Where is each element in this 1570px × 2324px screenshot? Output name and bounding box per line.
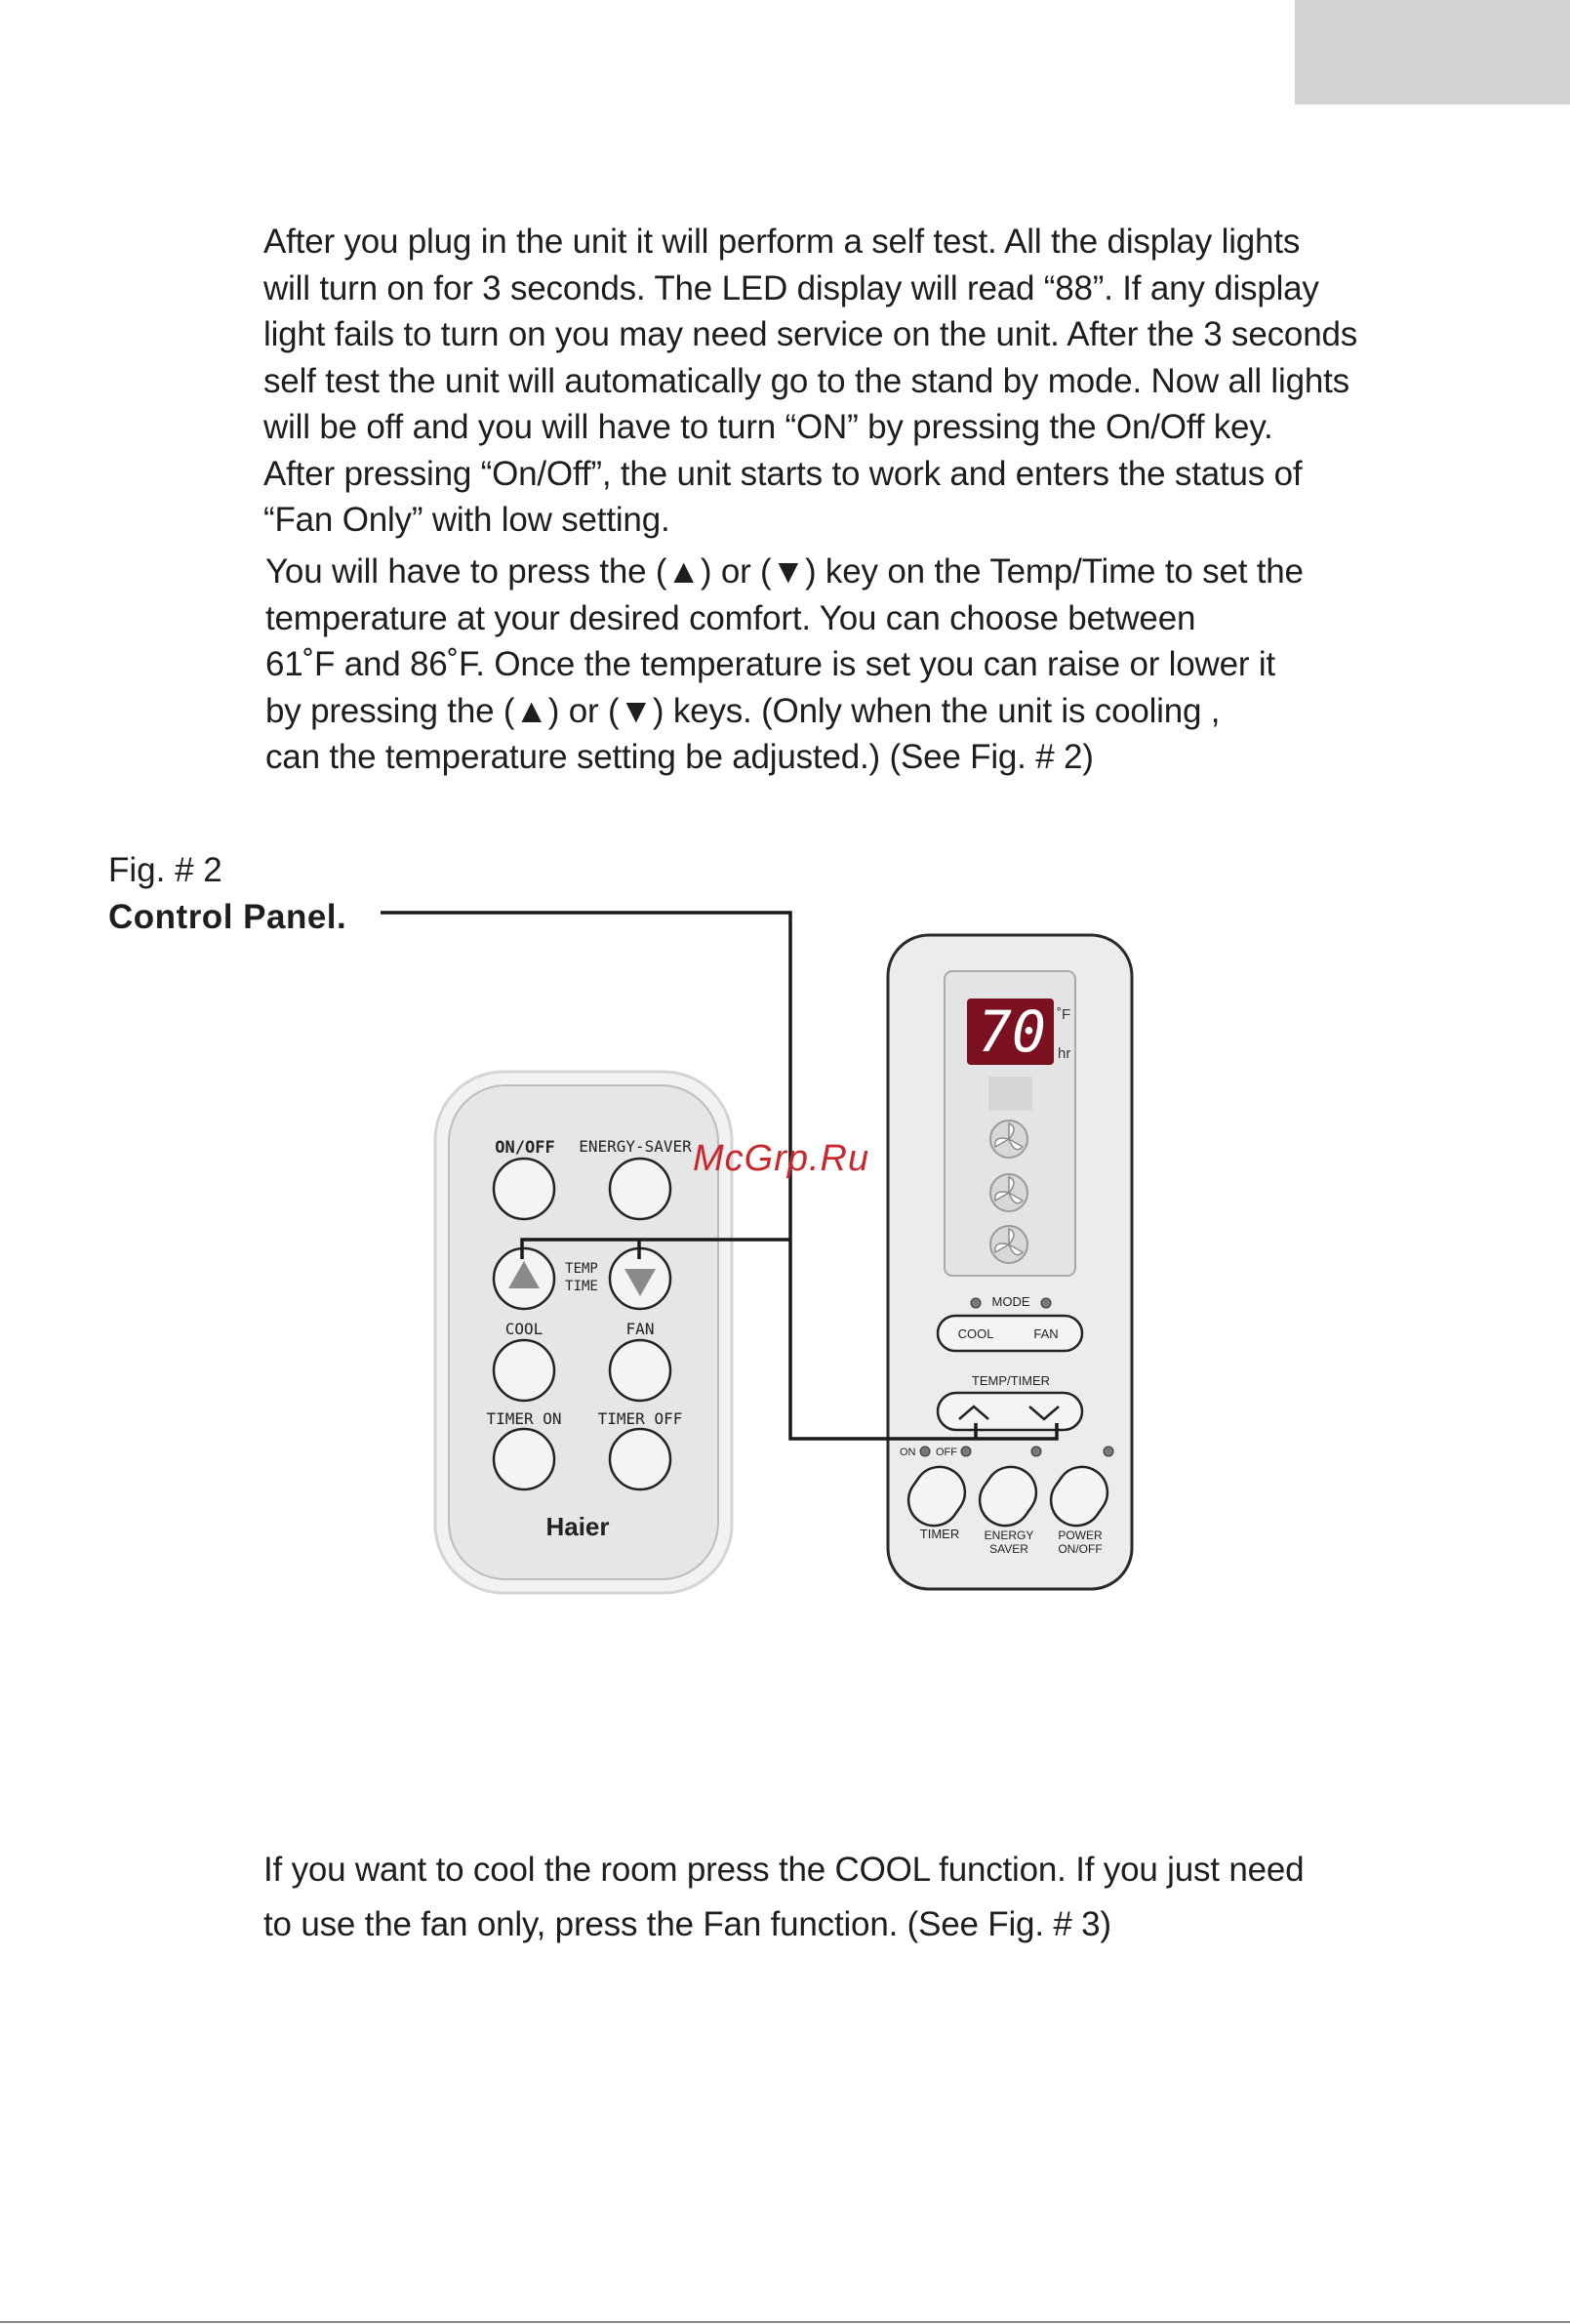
mode-led-left [971,1298,981,1308]
timer-on-led [920,1447,930,1456]
energy-saver-led [1031,1447,1041,1456]
panel-saver-label: SAVER [989,1542,1028,1556]
text-line: temperature at your desired comfort. You can choose between [265,598,1196,637]
remote-cool-label: COOL [504,1320,543,1338]
fahrenheit-unit-label: ˚F [1057,1006,1071,1023]
remote-timer-off-button[interactable] [610,1429,670,1489]
timer-off-indicator-label: OFF [936,1447,957,1458]
text-line: by pressing the (▲) or (▼) keys. (Only when the unit is cooling , [265,691,1221,730]
text-line: You will have to press the (▲) or (▼) key on the Temp/Time to set the [265,552,1304,591]
mode-cool-label: COOL [957,1326,994,1341]
indicator-blank [988,1077,1032,1111]
panel-power-onoff-label: ON/OFF [1058,1542,1103,1556]
fan-speed-high-icon [990,1121,1027,1158]
remote-fan-label: FAN [625,1320,655,1338]
figure-caption: Control Panel. [108,898,347,936]
remote-timer-on-button[interactable] [494,1429,554,1489]
remote-fan-button[interactable] [610,1340,670,1401]
text-line: will turn on for 3 seconds. The LED display will read “88”. If any display [263,268,1319,307]
text-line: “Fan Only” with low setting. [263,501,670,539]
page-bottom-rule [0,2321,1570,2323]
panel-energy-label: ENERGY [984,1529,1034,1542]
remote-control [435,1072,732,1593]
unit-control-panel [888,935,1132,1589]
figure-number: Fig. # 2 [108,851,222,889]
fan-speed-low-icon [990,1226,1027,1263]
hour-unit-label: hr [1058,1045,1071,1062]
mode-fan-label: FAN [1033,1326,1059,1341]
text-line: After you plug in the unit it will perform a self test. All the display lights [263,223,1301,261]
remote-time-label: TIME [565,1279,598,1294]
panel-timer-label: TIMER [919,1527,960,1541]
watermark: McGrp.Ru [693,1138,870,1179]
text-line: to use the fan only, press the Fan function. (See Fig. # 3) [263,1905,1111,1943]
text-line: will be off and you will have to turn “ON” by pressing the On/Off key. [263,408,1273,446]
text-line: 61˚F and 86˚F. Once the temperature is set you can raise or lower it [265,645,1275,683]
temp-timer-label: TEMP/TIMER [971,1373,1051,1388]
remote-on-off-label: ON/OFF [495,1138,555,1158]
remote-timer-on-label: TIMER ON [486,1409,562,1428]
panel-power-label: POWER [1058,1529,1103,1542]
remote-timer-off-label: TIMER OFF [597,1409,683,1428]
mode-paragraph [263,1843,1304,1952]
text-line: self test the unit will automatically go to the stand by mode. Now all lights [263,361,1349,400]
timer-on-indicator-label: ON [900,1447,916,1458]
mode-led-right [1041,1298,1051,1308]
temp-timer-rocker-button[interactable] [938,1393,1082,1430]
text-line: can the temperature setting be adjusted.) (See Fig. # 2) [265,738,1094,776]
remote-brand-logo: Haier [545,1512,610,1541]
timer-off-led [961,1447,971,1456]
text-line: light fails to turn on you may need service on the unit. After the 3 seconds [263,315,1358,353]
remote-on-off-button[interactable] [494,1159,554,1219]
fan-speed-medium-icon [990,1174,1027,1211]
remote-cool-button[interactable] [494,1340,554,1401]
remote-energy-saver-label: ENERGY-SAVER [579,1137,692,1156]
display-value: 70 [978,999,1046,1065]
mode-label: MODE [991,1294,1030,1309]
remote-energy-saver-button[interactable] [610,1159,670,1219]
power-led [1104,1447,1113,1456]
text-line: After pressing “On/Off”, the unit starts to work and enters the status of [263,454,1303,493]
remote-temp-label: TEMP [565,1261,598,1277]
text-line: If you want to cool the room press the COOL function. If you just need [263,1851,1305,1889]
